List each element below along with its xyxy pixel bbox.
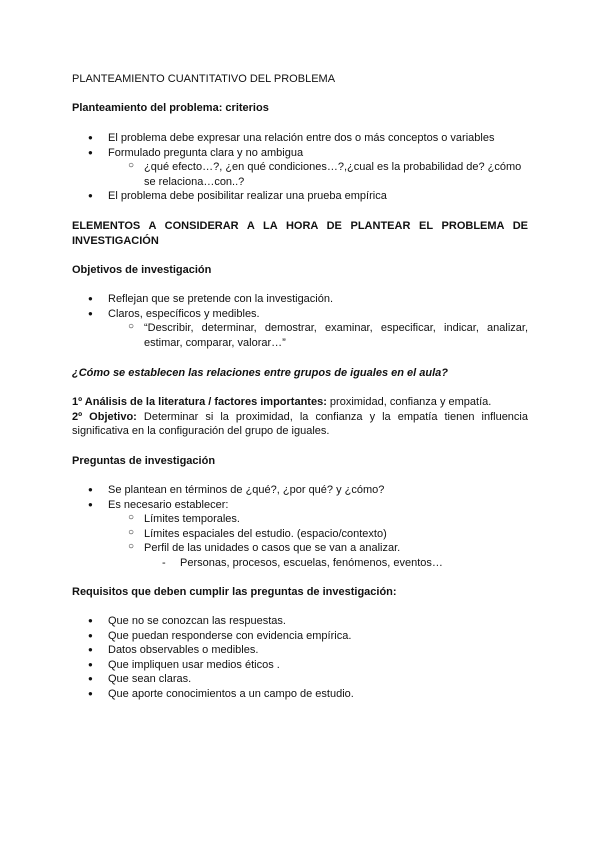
circle-bullet-icon: ○ xyxy=(128,512,135,523)
bullet-icon: ● xyxy=(88,674,93,683)
circle-bullet-icon: ○ xyxy=(128,160,135,171)
list-item: ● Datos observables o medibles. xyxy=(88,644,259,656)
criteria-heading: Planteamiento del problema: criterios xyxy=(72,102,269,114)
list-item: ● Que puedan responderse con evidencia empírica. xyxy=(88,629,352,642)
circle-bullet-icon: ○ xyxy=(128,321,135,332)
criteria-list xyxy=(72,131,528,204)
bullet-icon: ● xyxy=(88,645,93,654)
list-item: ● El problema debe expresar una relación entre dos o más conceptos o variables xyxy=(88,132,495,144)
requirements-list xyxy=(72,614,528,701)
list-item: ○ “Describir, determinar, demostrar, examinar, especificar, indicar, analizar, estimar, comparar, valorar…” xyxy=(128,321,528,349)
document-title: PLANTEAMIENTO CUANTITATIVO DEL PROBLEMA xyxy=(72,73,336,85)
bullet-icon: ● xyxy=(88,308,93,318)
bullet-icon: ● xyxy=(88,147,93,157)
circle-bullet-icon: ○ xyxy=(128,541,135,552)
bullet-icon: ● xyxy=(88,616,93,625)
list-item: ● Que sean claras. xyxy=(88,673,192,685)
circle-bullet-icon: ○ xyxy=(128,526,135,538)
bullet-icon: ● xyxy=(88,499,93,509)
objectives-list xyxy=(72,292,528,350)
list-item: ● Reflejan que se pretende con la investigación. xyxy=(88,293,334,305)
bullet-icon: ● xyxy=(88,133,93,142)
bullet-icon: ● xyxy=(88,294,93,303)
list-item: ● Que aporte conocimientos a un campo de estudio. xyxy=(88,687,354,700)
list-item: ● Se plantean en términos de ¿qué?, ¿por qué? y ¿cómo? xyxy=(88,484,385,496)
list-item: ● Es necesario establecer: xyxy=(88,498,229,511)
list-item: ● Claros, específicos y medibles. xyxy=(88,307,260,320)
list-item: ● Formulado pregunta clara y no ambigua xyxy=(88,146,304,159)
list-item: ○ Límites temporales. xyxy=(128,512,240,525)
elements-heading: ELEMENTOS A CONSIDERAR A LA HORA DE PLANTEAR EL PROBLEMA DE INVESTIGACIÓN xyxy=(72,220,528,247)
second-objective: 2º Objetivo: Determinar si la proximidad, la confianza y la empatía tienen influencia significativa en la configuración del grupo de iguales. xyxy=(72,410,528,437)
research-question: ¿Cómo se establecen las relaciones entre grupos de iguales en el aula? xyxy=(72,367,448,379)
bullet-icon: ● xyxy=(88,485,93,494)
bullet-icon: ● xyxy=(88,630,93,640)
list-item: ● Que no se conozcan las respuestas. xyxy=(88,615,286,627)
questions-heading: Preguntas de investigación xyxy=(72,455,216,467)
list-item: ○ Perfil de las unidades o casos que se van a analizar. xyxy=(128,541,401,554)
questions-list xyxy=(72,483,528,570)
list-item: ○ Límites espaciales del estudio. (espacio/contexto) xyxy=(128,526,387,540)
list-item: ● Que impliquen usar medios éticos . xyxy=(88,658,280,671)
bullet-icon: ● xyxy=(88,659,93,669)
objectives-heading: Objetivos de investigación xyxy=(72,264,212,276)
requirements-heading: Requisitos que deben cumplir las preguntas de investigación: xyxy=(72,586,397,598)
dash-icon: - xyxy=(162,556,166,569)
list-item: - Personas, procesos, escuelas, fenómenos, eventos… xyxy=(162,556,443,569)
first-objective: 1º Análisis de la literatura / factores importantes: proximidad, confianza y empatía. xyxy=(72,396,492,408)
bullet-icon: ● xyxy=(88,191,93,200)
list-item: ● El problema debe posibilitar realizar una prueba empírica xyxy=(88,190,387,202)
list-item: ○ ¿qué efecto…?, ¿en qué condiciones…?,¿cual es la probabilidad de? ¿cómo se relaciona…con..? xyxy=(128,160,522,188)
bullet-icon: ● xyxy=(88,688,93,698)
objectives-paragraph xyxy=(72,395,528,439)
